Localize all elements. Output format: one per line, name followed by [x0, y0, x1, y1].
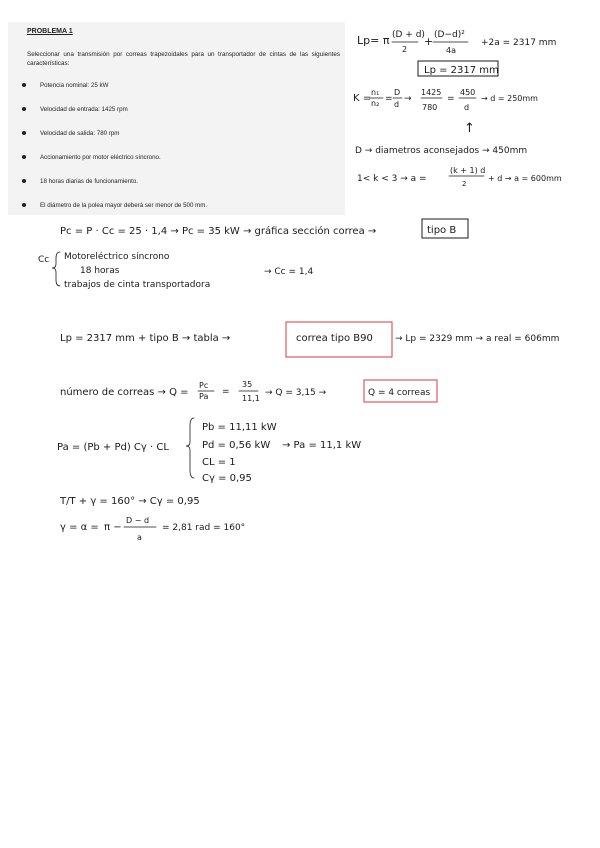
ratio-D: D [394, 88, 401, 97]
list-item: Accionamiento por motor eléctrico síncrono. [22, 154, 161, 161]
list-item: Velocidad de entrada: 1425 rpm [22, 106, 128, 113]
ratio-eq1: = [385, 94, 393, 104]
pa-item: Cγ = 0,95 [202, 473, 252, 484]
lp-tail: +2a = 2317 mm [481, 38, 557, 48]
diam-line: D → diametros aconsejados → 450mm [355, 146, 528, 156]
pa-item: Pd = 0,56 kW [202, 440, 271, 451]
range-den: 2 [462, 180, 467, 188]
list-item: Potencia nominal: 25 kW [22, 82, 108, 89]
num-eq: = [222, 387, 230, 397]
lp-den2: 4a [446, 46, 456, 55]
lp-den1: 2 [402, 45, 408, 54]
cc-item: trabajos de cinta transportadora [64, 280, 211, 290]
gamma-den: a [137, 533, 142, 542]
num-pc: Pc [199, 381, 209, 390]
ratio-d2: d [464, 103, 470, 112]
gamma-pi: π − [104, 522, 122, 533]
range-tail: + d → a = 600mm [488, 174, 562, 183]
ratio-n2: n₂ [371, 99, 380, 108]
lp-result: Lp = 2317 mm [424, 65, 499, 76]
pc-box: tipo B [427, 225, 457, 236]
lp2-tail: → Lp = 2329 mm → a real = 606mm [395, 334, 560, 344]
ratio-780: 780 [422, 103, 438, 112]
pa-result: → Pa = 11,1 kW [282, 440, 362, 451]
num-arrow: → Q = 3,15 → [265, 388, 327, 398]
num-pa: Pa [199, 392, 209, 401]
ratio-n1: n₁ [371, 88, 380, 97]
lp2-line: Lp = 2317 mm + tipo B → tabla → [60, 333, 231, 344]
num-line: número de correas → Q = [60, 387, 189, 398]
lp-plus: + [424, 35, 434, 48]
cc-label: Cc [38, 255, 50, 265]
ratio-eq2: = [447, 94, 455, 104]
list-item: El diámetro de la polea mayor deberá ser menor de 500 mm. [22, 202, 207, 209]
problem-title: PROBLEMA 1 [27, 28, 73, 35]
pa-line: Pa = (Pb + Pd) Cγ · CL [57, 442, 169, 453]
ratio-left: K = [353, 93, 372, 104]
ratio-450: 450 [460, 88, 476, 97]
pa-item: CL = 1 [202, 457, 236, 468]
num-111: 11,1 [242, 394, 260, 403]
pc-line: Pc = P · Cc = 25 · 1,4 → Pc = 35 kW → gráfica sección correa → [60, 226, 377, 237]
lp2-box: correa tipo B90 [296, 333, 373, 344]
gamma-line: γ = α = [60, 522, 99, 533]
gamma-tail: = 2,81 rad = 160° [162, 523, 246, 533]
lp-formula-left: Lp= π [357, 34, 390, 47]
gamma-num: D − d [126, 516, 150, 525]
range-line: 1< k < 3 → a = [357, 174, 427, 184]
list-item: Velocidad de salida: 780 rpm [22, 130, 119, 137]
ratio-1425: 1425 [421, 88, 442, 97]
problem-intro: Seleccionar una transmisión por correas trapezoidales para un transportador de cintas de las siguientes características: [27, 51, 340, 67]
list-item: 18 horas diarias de funcionamiento. [22, 178, 138, 185]
lp-num2: (D−d)² [434, 30, 465, 40]
pa-item: Pb = 11,11 kW [202, 422, 277, 433]
num-box: Q = 4 correas [368, 388, 431, 398]
lp-num1: (D + d) [392, 30, 425, 40]
cc-item: 18 horas [80, 266, 120, 276]
cc-item: Motoreléctrico síncrono [64, 252, 170, 262]
cc-result: → Cc = 1,4 [264, 267, 314, 277]
ratio-result: → d = 250mm [481, 94, 538, 103]
num-35: 35 [242, 380, 253, 389]
range-num: (k + 1) d [450, 166, 486, 175]
ratio-arrow: → [404, 94, 412, 104]
tt-line: T/T + γ = 160° → Cγ = 0,95 [60, 496, 200, 507]
up-arrow: ↑ [464, 121, 475, 136]
ratio-d: d [394, 100, 400, 109]
